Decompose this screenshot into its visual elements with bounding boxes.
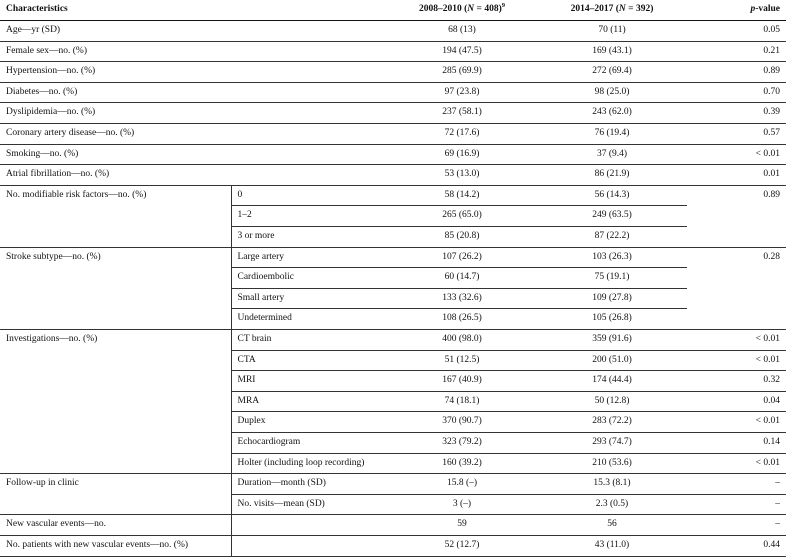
table-row <box>0 185 786 206</box>
value-2008: 133 (32.6) <box>387 288 537 309</box>
header-period2: 2014–2017 (N = 392) <box>537 0 687 21</box>
p-value: < 0.01 <box>687 144 786 165</box>
value-2008: 60 (14.7) <box>387 268 537 289</box>
row-label: Female sex—no. (%) <box>0 41 387 62</box>
value-2008: 265 (65.0) <box>387 206 537 227</box>
value-2014: 50 (12.8) <box>537 391 687 412</box>
value-2008: 74 (18.1) <box>387 391 537 412</box>
row-label: Age—yr (SD) <box>0 21 387 42</box>
table-row <box>0 247 786 268</box>
row-label: Stroke subtype—no. (%) <box>0 247 231 329</box>
row-sublabel: Echocardiogram <box>231 432 387 453</box>
row-sublabel: Cardioembolic <box>231 268 387 289</box>
value-2008: 108 (26.5) <box>387 309 537 330</box>
table-row <box>0 124 786 145</box>
p-value: 0.28 <box>687 247 786 329</box>
table-row <box>0 144 786 165</box>
value-2014: 109 (27.8) <box>537 288 687 309</box>
row-label: Smoking—no. (%) <box>0 144 387 165</box>
value-2008: 285 (69.9) <box>387 62 537 83</box>
value-2014: 210 (53.6) <box>537 453 687 474</box>
value-2008: 194 (47.5) <box>387 41 537 62</box>
table-row <box>0 515 786 536</box>
value-2008: 52 (12.7) <box>387 535 537 556</box>
value-2008: 85 (20.8) <box>387 227 537 248</box>
value-2008: 51 (12.5) <box>387 350 537 371</box>
value-2014: 15.3 (8.1) <box>537 474 687 495</box>
p-value: 0.44 <box>687 535 786 556</box>
value-2014: 56 (14.3) <box>537 185 687 206</box>
p-value: 0.57 <box>687 124 786 145</box>
value-2008: 15.8 (–) <box>387 474 537 495</box>
header-row <box>0 0 786 21</box>
p-value: 0.14 <box>687 432 786 453</box>
value-2014: 87 (22.2) <box>537 227 687 248</box>
value-2008: 59 <box>387 515 537 536</box>
value-2008: 69 (16.9) <box>387 144 537 165</box>
value-2008: 68 (13) <box>387 21 537 42</box>
p-value: < 0.01 <box>687 453 786 474</box>
value-2014: 98 (25.0) <box>537 82 687 103</box>
value-2008: 237 (58.1) <box>387 103 537 124</box>
row-sublabel <box>231 535 387 556</box>
row-sublabel: 1–2 <box>231 206 387 227</box>
p-value: < 0.01 <box>687 350 786 371</box>
row-sublabel: Undetermined <box>231 309 387 330</box>
header-period1: 2008–2010 (N = 408)$^9$ <box>387 0 537 21</box>
row-sublabel: Small artery <box>231 288 387 309</box>
value-2008: 53 (13.0) <box>387 165 537 186</box>
value-2008: 400 (98.0) <box>387 330 537 351</box>
row-sublabel: CT brain <box>231 330 387 351</box>
table-row <box>0 165 786 186</box>
p-value: 0.39 <box>687 103 786 124</box>
row-label: Diabetes—no. (%) <box>0 82 387 103</box>
value-2008: 370 (90.7) <box>387 412 537 433</box>
value-2014: 70 (11) <box>537 21 687 42</box>
table-row <box>0 41 786 62</box>
row-sublabel: Duration—month (SD) <box>231 474 387 495</box>
value-2014: 283 (72.2) <box>537 412 687 433</box>
value-2014: 75 (19.1) <box>537 268 687 289</box>
row-label: No. modifiable risk factors—no. (%) <box>0 185 231 247</box>
value-2008: 3 (–) <box>387 494 537 515</box>
row-sublabel: 3 or more <box>231 227 387 248</box>
value-2014: 169 (43.1) <box>537 41 687 62</box>
value-2014: 56 <box>537 515 687 536</box>
row-label: New vascular events—no. <box>0 515 231 536</box>
value-2014: 249 (63.5) <box>537 206 687 227</box>
row-sublabel: MRI <box>231 371 387 392</box>
value-2014: 243 (62.0) <box>537 103 687 124</box>
table-row <box>0 82 786 103</box>
p-value: 0.89 <box>687 185 786 247</box>
row-sublabel: CTA <box>231 350 387 371</box>
row-label: Investigations—no. (%) <box>0 330 231 474</box>
row-sublabel: No. visits—mean (SD) <box>231 494 387 515</box>
table-row <box>0 103 786 124</box>
p-value: – <box>687 515 786 536</box>
table-row <box>0 21 786 42</box>
row-label: Coronary artery disease—no. (%) <box>0 124 387 145</box>
value-2014: 76 (19.4) <box>537 124 687 145</box>
value-2008: 107 (26.2) <box>387 247 537 268</box>
value-2008: 160 (39.2) <box>387 453 537 474</box>
row-sublabel: Large artery <box>231 247 387 268</box>
value-2014: 86 (21.9) <box>537 165 687 186</box>
row-label: Follow-up in clinic <box>0 474 231 515</box>
p-value: 0.01 <box>687 165 786 186</box>
value-2014: 37 (9.4) <box>537 144 687 165</box>
row-label: No. patients with new vascular events—no. (%) <box>0 535 231 556</box>
value-2014: 105 (26.8) <box>537 309 687 330</box>
period1-footnote: 9 <box>501 1 505 9</box>
value-2008: 323 (79.2) <box>387 432 537 453</box>
table-row <box>0 62 786 83</box>
value-2014: 293 (74.7) <box>537 432 687 453</box>
p-value: 0.04 <box>687 391 786 412</box>
value-2008: 97 (23.8) <box>387 82 537 103</box>
table-row <box>0 535 786 556</box>
table-row <box>0 330 786 351</box>
header-blank <box>231 0 387 21</box>
p-value: < 0.01 <box>687 330 786 351</box>
table-row <box>0 474 786 495</box>
row-sublabel: MRA <box>231 391 387 412</box>
value-2008: 72 (17.6) <box>387 124 537 145</box>
value-2014: 2.3 (0.5) <box>537 494 687 515</box>
p-value: 0.21 <box>687 41 786 62</box>
row-label: Dyslipidemia—no. (%) <box>0 103 387 124</box>
value-2014: 272 (69.4) <box>537 62 687 83</box>
p-value: 0.05 <box>687 21 786 42</box>
row-sublabel: Duplex <box>231 412 387 433</box>
header-pvalue: p-value <box>687 0 786 21</box>
value-2014: 103 (26.3) <box>537 247 687 268</box>
value-2014: 43 (11.0) <box>537 535 687 556</box>
value-2008: 167 (40.9) <box>387 371 537 392</box>
p-value: 0.70 <box>687 82 786 103</box>
row-sublabel: 0 <box>231 185 387 206</box>
p-value: < 0.01 <box>687 412 786 433</box>
row-label: Hypertension—no. (%) <box>0 62 387 83</box>
value-2014: 359 (91.6) <box>537 330 687 351</box>
header-characteristics: Characteristics <box>0 0 231 21</box>
p-value: 0.32 <box>687 371 786 392</box>
p-value: 0.89 <box>687 62 786 83</box>
row-sublabel <box>231 515 387 536</box>
row-label: Atrial fibrillation—no. (%) <box>0 165 387 186</box>
value-2014: 200 (51.0) <box>537 350 687 371</box>
row-sublabel: Holter (including loop recording) <box>231 453 387 474</box>
p-value: – <box>687 474 786 495</box>
value-2014: 174 (44.4) <box>537 371 687 392</box>
p-value: – <box>687 494 786 515</box>
value-2008: 58 (14.2) <box>387 185 537 206</box>
